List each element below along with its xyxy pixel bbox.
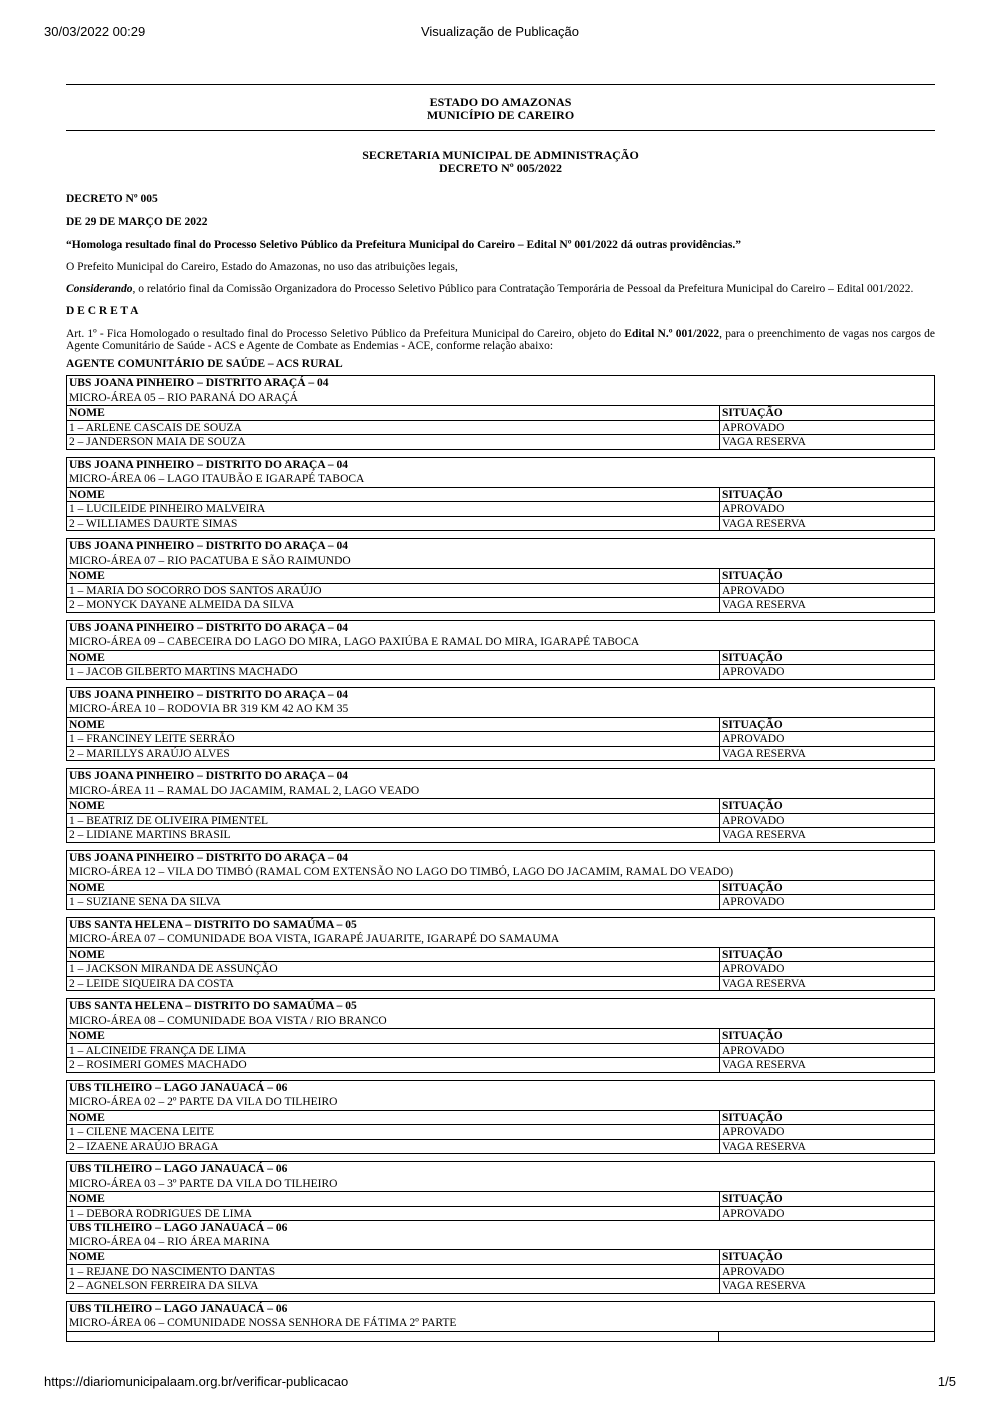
candidate-status: APROVADO — [719, 502, 934, 516]
browser-print-header — [44, 24, 956, 42]
candidate-name: 2 – MARILLYS ARAÚJO ALVES — [69, 747, 230, 760]
candidate-name: 2 – ROSIMERI GOMES MACHADO — [69, 1059, 247, 1071]
column-header-row — [67, 405, 934, 420]
column-header-status: SITUAÇÃO — [719, 1192, 934, 1206]
candidate-status: VAGA RESERVA — [719, 977, 934, 991]
candidate-name: 1 – FRANCINEY LEITE SERRÃO — [69, 733, 235, 745]
article-1-intro: Art. 1º - Fica Homologado o resultado final do Processo Seletivo Público da Prefeitura Municipal do Careiro, objeto do — [66, 328, 625, 340]
column-header-status: SITUAÇÃO — [719, 406, 934, 420]
table-row — [67, 664, 934, 679]
candidate-status: APROVADO — [719, 814, 934, 828]
section-title: AGENTE COMUNITÁRIO DE SAÚDE – ACS RURAL — [66, 358, 343, 370]
print-url: https://diariomunicipalaam.org.br/verificar-publicacao — [44, 1374, 349, 1389]
results-table — [66, 850, 935, 910]
candidate-name: 2 – LEIDE SIQUEIRA DA COSTA — [69, 977, 234, 990]
table-row — [67, 1206, 934, 1221]
column-header-name: NOME — [69, 651, 105, 664]
column-header-name: NOME — [69, 1111, 105, 1124]
column-header-status: SITUAÇÃO — [719, 799, 934, 813]
column-header-status: SITUAÇÃO — [719, 718, 934, 732]
decree-preamble: O Prefeito Municipal do Careiro, Estado do Amazonas, no uso das atribuições legais, — [66, 261, 458, 273]
table-row — [67, 1264, 934, 1279]
candidate-status: VAGA RESERVA — [719, 517, 934, 531]
column-header-row — [67, 1110, 934, 1125]
results-table — [66, 1161, 935, 1294]
ubs-row — [67, 769, 934, 784]
micro-area-row — [67, 932, 934, 947]
ubs-row — [67, 918, 934, 933]
table-row — [67, 961, 934, 976]
ubs-row — [67, 621, 934, 636]
decree-number: DECRETO Nº 005 — [66, 193, 158, 205]
candidate-status: VAGA RESERVA — [719, 1279, 934, 1293]
column-header-status: SITUAÇÃO — [719, 1029, 934, 1043]
micro-area-name: MICRO-ÁREA 05 – RIO PARANÁ DO ARAÇÁ — [69, 391, 298, 404]
candidate-status: APROVADO — [719, 895, 934, 909]
column-header-name: NOME — [69, 1193, 105, 1205]
column-header-name: NOME — [69, 881, 105, 894]
column-header-name: NOME — [69, 800, 105, 812]
ubs-row — [67, 851, 934, 866]
results-table — [66, 1301, 935, 1342]
candidate-name: 1 – BEATRIZ DE OLIVEIRA PIMENTEL — [69, 814, 268, 827]
candidate-name: 2 – WILLIAMES DAURTE SIMAS — [69, 517, 238, 530]
column-header-row — [67, 717, 934, 732]
column-header-status: SITUAÇÃO — [719, 948, 934, 962]
candidate-status: APROVADO — [719, 732, 934, 746]
table-row — [67, 434, 934, 449]
column-header-status: SITUAÇÃO — [719, 881, 934, 895]
candidate-status: VAGA RESERVA — [719, 747, 934, 761]
results-table — [66, 620, 935, 680]
column-header-name: NOME — [69, 488, 105, 501]
table-row — [67, 894, 934, 909]
candidate-name: 1 – DEBORA RODRIGUES DE LIMA — [69, 1207, 253, 1220]
decree-considerando — [66, 283, 935, 295]
ubs-row — [67, 1162, 934, 1177]
candidate-name: 1 – CILENE MACENA LEITE — [69, 1126, 215, 1138]
candidate-status: APROVADO — [719, 1207, 934, 1221]
candidate-status: APROVADO — [719, 1265, 934, 1279]
secretariat-name: SECRETARIA MUNICIPAL DE ADMINISTRAÇÃO — [362, 148, 639, 162]
table-row — [67, 1278, 934, 1293]
ubs-name: UBS TILHEIRO – LAGO JANAUACÁ – 06 — [69, 1222, 288, 1234]
table-row — [67, 813, 934, 828]
micro-area-name: MICRO-ÁREA 12 – VILA DO TIMBÓ (RAMAL COM EXTENSÃO NO LAGO DO TIMBÓ, LAGO DO JACAMIM, RAMAL DO VEADO) — [69, 866, 734, 878]
print-page-number: 1/5 — [937, 1374, 956, 1389]
table-row — [67, 731, 934, 746]
ubs-row — [67, 376, 934, 391]
table-row — [67, 1124, 934, 1139]
candidate-status: APROVADO — [719, 665, 934, 679]
candidate-name: 1 – MARIA DO SOCORRO DOS SANTOS ARAÚJO — [69, 584, 322, 597]
micro-area-name: MICRO-ÁREA 06 – LAGO ITAUBÃO E IGARAPÉ TABOCA — [69, 473, 365, 485]
micro-area-row — [67, 1095, 934, 1110]
candidate-name: 1 – ALCINEIDE FRANÇA DE LIMA — [69, 1044, 247, 1057]
table-row — [67, 516, 934, 531]
column-header-name: NOME — [69, 1030, 105, 1042]
decree-ementa: “Homologa resultado final do Processo Seletivo Público da Prefeitura Municipal do Careiro – Edital Nº 001/2022 dá outras providências.” — [66, 239, 741, 251]
candidate-status: APROVADO — [719, 584, 934, 598]
micro-area-row — [67, 865, 934, 880]
results-table — [66, 538, 935, 613]
ubs-row — [67, 999, 934, 1014]
micro-area-row — [67, 472, 934, 487]
micro-area-row — [67, 635, 934, 650]
results-table — [66, 457, 935, 532]
micro-area-name: MICRO-ÁREA 06 – COMUNIDADE NOSSA SENHORA DE FÁTIMA 2º PARTE — [69, 1317, 457, 1329]
article-1-edital: Edital N.º 001/2022 — [624, 328, 720, 340]
table-continuation — [67, 1331, 934, 1341]
column-header-row — [67, 487, 934, 502]
table-row — [67, 1043, 934, 1058]
micro-area-name: MICRO-ÁREA 09 – CABECEIRA DO LAGO DO MIRA, LAGO PAXIÚBA E RAMAL DO MIRA, IGARAPÉ TABOCA — [69, 636, 640, 648]
micro-area-name: MICRO-ÁREA 10 – RODOVIA BR 319 KM 42 AO KM 35 — [69, 703, 349, 715]
candidate-name: 1 – REJANE DO NASCIMENTO DANTAS — [69, 1265, 276, 1278]
results-table — [66, 768, 935, 843]
candidate-status: VAGA RESERVA — [719, 1058, 934, 1072]
micro-area-row — [67, 1177, 934, 1192]
table-row — [67, 583, 934, 598]
column-header-status: SITUAÇÃO — [719, 1111, 934, 1125]
candidate-name: 2 – JANDERSON MAIA DE SOUZA — [69, 436, 246, 448]
candidate-status: APROVADO — [719, 962, 934, 976]
ubs-row — [67, 539, 934, 554]
ubs-name: UBS JOANA PINHEIRO – DISTRITO DO ARAÇA – 04 — [69, 621, 349, 634]
micro-area-row — [67, 702, 934, 717]
column-header-row — [67, 1028, 934, 1043]
candidate-name: 1 – JACOB GILBERTO MARTINS MACHADO — [69, 666, 298, 678]
micro-area-name: MICRO-ÁREA 11 – RAMAL DO JACAMIM, RAMAL 2, LAGO VEADO — [69, 784, 420, 797]
column-header-status: SITUAÇÃO — [719, 488, 934, 502]
print-datetime: 30/03/2022 00:29 — [44, 24, 146, 39]
results-table — [66, 917, 935, 992]
micro-area-name: MICRO-ÁREA 04 – RIO ÁREA MARINA — [69, 1235, 270, 1248]
decree-date: DE 29 DE MARÇO DE 2022 — [66, 216, 208, 228]
column-header-status: SITUAÇÃO — [719, 569, 934, 583]
ubs-row — [67, 1081, 934, 1096]
ubs-name: UBS SANTA HELENA – DISTRITO DO SAMAÚMA – 05 — [69, 1000, 357, 1012]
state-name: ESTADO DO AMAZONAS — [429, 95, 572, 109]
browser-print-footer — [44, 1374, 956, 1392]
ubs-name: UBS TILHEIRO – LAGO JANAUACÁ – 06 — [69, 1081, 288, 1094]
candidate-name: 1 – ARLENE CASCAIS DE SOUZA — [69, 421, 242, 434]
ubs-name: UBS TILHEIRO – LAGO JANAUACÁ – 06 — [69, 1302, 288, 1315]
candidate-name: 2 – IZAENE ARAÚJO BRAGA — [69, 1140, 219, 1153]
column-header-status: SITUAÇÃO — [719, 1250, 934, 1264]
column-header-name: NOME — [69, 948, 105, 961]
continuation-cell — [719, 1332, 934, 1341]
micro-area-row — [67, 391, 934, 406]
micro-area-name: MICRO-ÁREA 02 – 2º PARTE DA VILA DO TILHEIRO — [69, 1096, 338, 1108]
table-row — [67, 1057, 934, 1072]
ubs-name: UBS JOANA PINHEIRO – DISTRITO DO ARAÇA – 04 — [69, 458, 349, 471]
micro-area-row — [67, 554, 934, 569]
table-row — [67, 1139, 934, 1154]
ubs-name: UBS JOANA PINHEIRO – DISTRITO ARAÇÁ – 04 — [69, 377, 329, 389]
ubs-row — [67, 458, 934, 473]
considerando-text: , o relatório final da Comissão Organizadora do Processo Seletivo Público para Contratação Temporária de Pessoal da Prefeitura Municipal do Careiro – Edital 001/2022. — [132, 283, 914, 295]
micro-area-row — [67, 1014, 934, 1029]
candidate-name: 1 – SUZIANE SENA DA SILVA — [69, 896, 221, 908]
candidate-name: 2 – AGNELSON FERREIRA DA SILVA — [69, 1280, 259, 1292]
table-row — [67, 976, 934, 991]
column-header-row — [67, 947, 934, 962]
micro-area-name: MICRO-ÁREA 07 – COMUNIDADE BOA VISTA, IGARAPÉ JAUARITE, IGARAPÉ DO SAMAUMA — [69, 933, 560, 945]
column-header-row — [67, 1249, 934, 1264]
column-header-name: NOME — [69, 407, 105, 419]
column-header-row — [67, 650, 934, 665]
print-page-title: Visualização de Publicação — [420, 24, 580, 39]
micro-area-row — [67, 784, 934, 799]
results-table — [66, 687, 935, 762]
results-table — [66, 375, 935, 450]
candidate-status: VAGA RESERVA — [719, 1140, 934, 1154]
candidate-status: VAGA RESERVA — [719, 828, 934, 842]
column-header-status: SITUAÇÃO — [719, 651, 934, 665]
ubs-row — [67, 1302, 934, 1317]
municipality-name: MUNICÍPIO DE CAREIRO — [426, 108, 575, 122]
micro-area-name: MICRO-ÁREA 03 – 3º PARTE DA VILA DO TILHEIRO — [69, 1177, 338, 1190]
ubs-name: UBS JOANA PINHEIRO – DISTRITO DO ARAÇA – 04 — [69, 688, 349, 701]
continuation-cell — [67, 1332, 719, 1341]
candidate-name: 1 – LUCILEIDE PINHEIRO MALVEIRA — [69, 503, 266, 515]
column-header-row — [67, 568, 934, 583]
column-header-row — [67, 1191, 934, 1206]
ubs-name: UBS SANTA HELENA – DISTRITO DO SAMAÚMA – 05 — [69, 918, 357, 931]
results-table — [66, 998, 935, 1073]
table-row — [67, 420, 934, 435]
table-row — [67, 827, 934, 842]
column-header-name: NOME — [69, 570, 105, 582]
ubs-name: UBS JOANA PINHEIRO – DISTRITO DO ARAÇA – 04 — [69, 770, 349, 782]
column-header-name: NOME — [69, 1251, 105, 1263]
candidate-name: 2 – MONYCK DAYANE ALMEIDA DA SILVA — [69, 599, 295, 611]
ubs-row — [67, 1220, 934, 1235]
column-header-name: NOME — [69, 718, 105, 731]
candidate-status: VAGA RESERVA — [719, 435, 934, 449]
micro-area-name: MICRO-ÁREA 07 – RIO PACATUBA E SÃO RAIMUNDO — [69, 554, 351, 567]
document-page — [66, 84, 935, 1349]
results-table — [66, 1080, 935, 1155]
column-header-row — [67, 798, 934, 813]
table-row — [67, 597, 934, 612]
candidate-status: VAGA RESERVA — [719, 598, 934, 612]
candidate-name: 1 – JACKSON MIRANDA DE ASSUNÇÃO — [69, 963, 278, 975]
micro-area-name: MICRO-ÁREA 08 – COMUNIDADE BOA VISTA / RIO BRANCO — [69, 1014, 387, 1027]
candidate-status: APROVADO — [719, 421, 934, 435]
table-row — [67, 746, 934, 761]
considerando-label: Considerando — [66, 283, 133, 295]
article-1 — [66, 328, 935, 352]
results-tables — [66, 375, 935, 1342]
candidate-status: APROVADO — [719, 1125, 934, 1139]
ubs-name: UBS JOANA PINHEIRO – DISTRITO DO ARAÇA – 04 — [69, 540, 349, 552]
candidate-name: 2 – LIDIANE MARTINS BRASIL — [69, 829, 231, 841]
ubs-name: UBS TILHEIRO – LAGO JANAUACÁ – 06 — [69, 1163, 288, 1175]
secretariat-decree: DECRETO Nº 005/2022 — [438, 161, 563, 175]
micro-area-row — [67, 1235, 934, 1250]
decreta-heading: D E C R E T A — [66, 305, 139, 317]
column-header-row — [67, 880, 934, 895]
table-row — [67, 501, 934, 516]
micro-area-row — [67, 1316, 934, 1331]
ubs-row — [67, 688, 934, 703]
ubs-name: UBS JOANA PINHEIRO – DISTRITO DO ARAÇA – 04 — [69, 851, 349, 864]
article-1-rest: , para o preenchimento de vagas nos cargos de Agente Comunitário de Saúde - ACS e Agente de Combate as Endemias - ACE, conforme relação abaixo: — [66, 328, 935, 352]
candidate-status: APROVADO — [719, 1044, 934, 1058]
